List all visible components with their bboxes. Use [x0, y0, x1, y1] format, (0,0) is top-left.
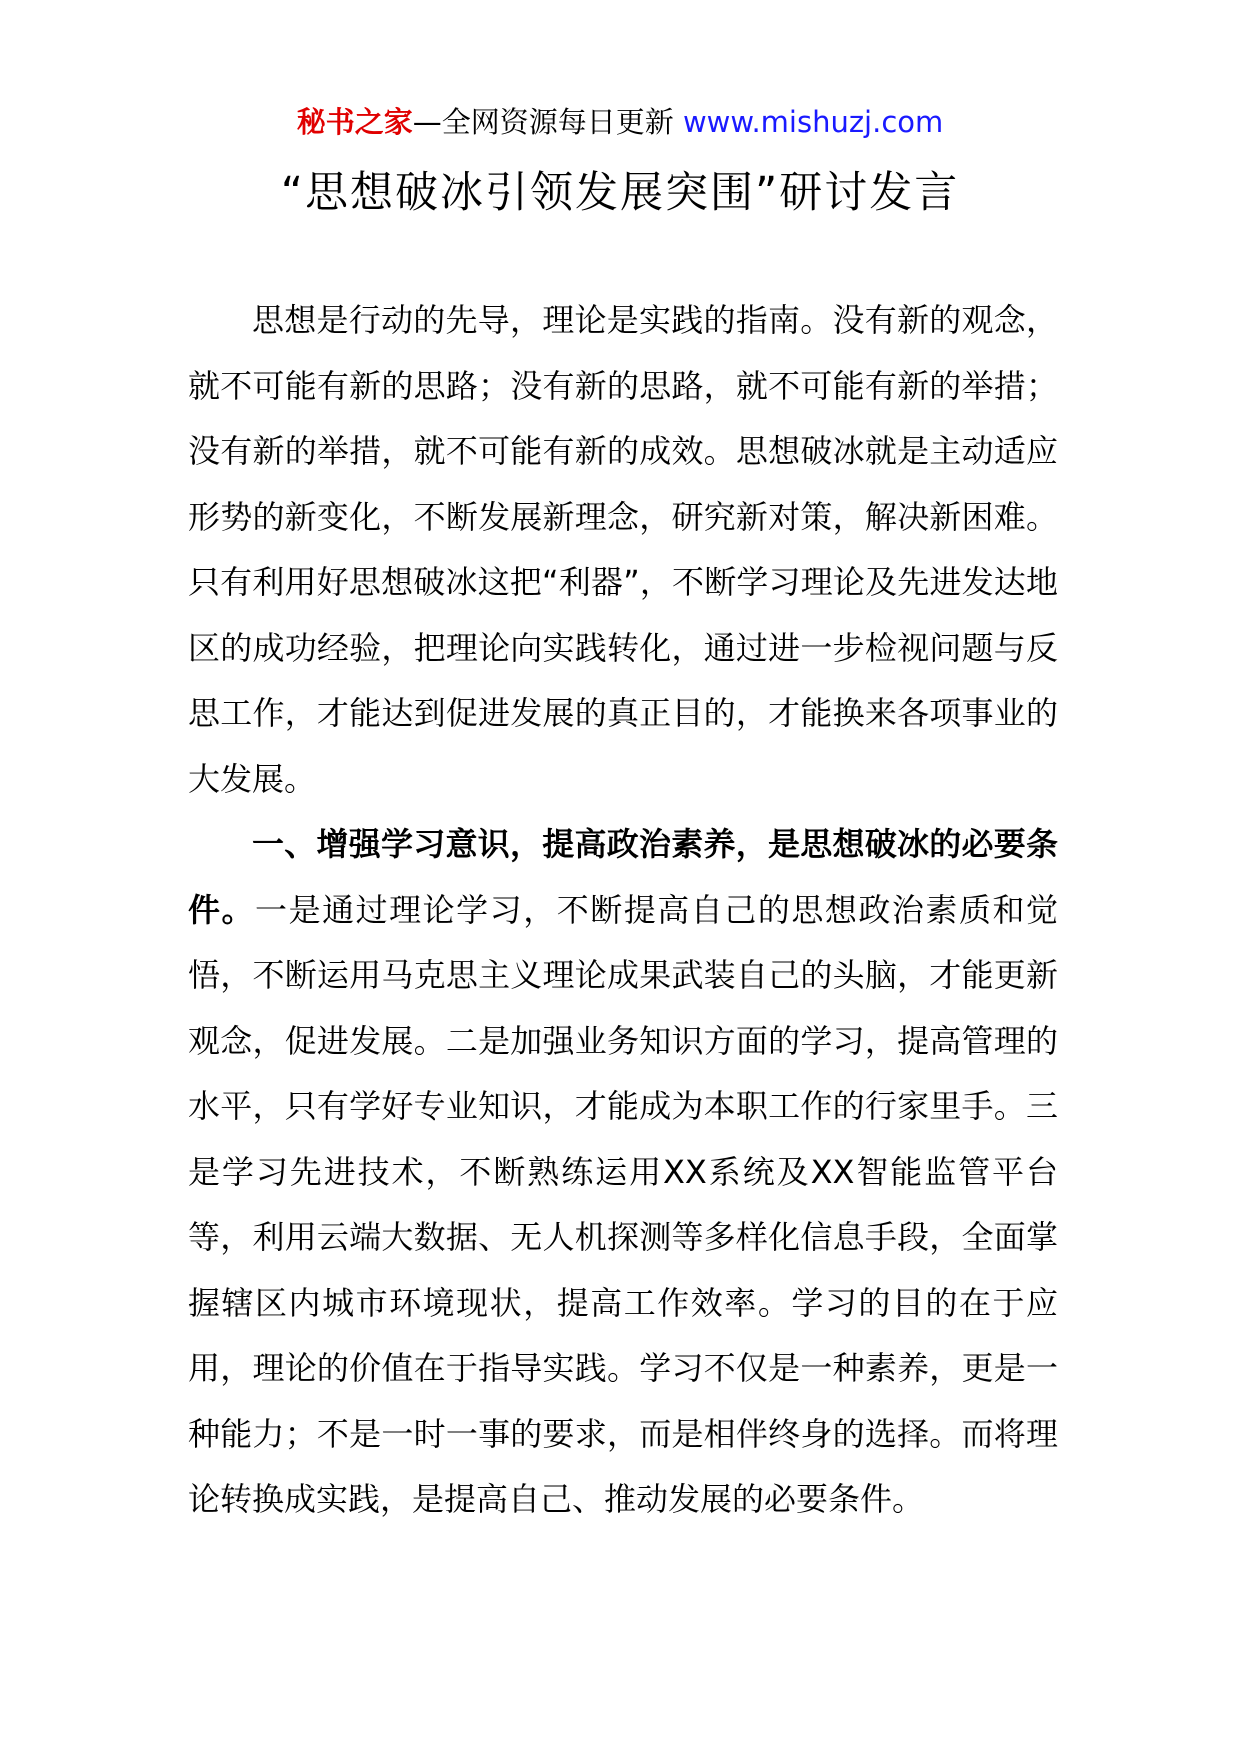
- document-body: [188, 288, 1058, 1533]
- document-title: “思想破冰引领发展突围”研讨发言: [280, 168, 960, 218]
- site-banner: [0, 100, 1240, 144]
- section-1-paragraph: [188, 812, 1058, 1533]
- site-brand: 秘书之家: [296, 105, 413, 139]
- site-tagline: —全网资源每日更新: [412, 105, 674, 139]
- site-url-link[interactable]: www.mishuzj.com: [682, 105, 944, 139]
- section-1-body: 一是通过理论学习，不断提高自己的思想政治素质和觉悟，不断运用马克思主义理论成果武装自己的头脑，才能更新观念，促进发展。二是加强业务知识方面的学习，提高管理的水平，只有学好专业知识，才能成为本职工作的行家里手。三是学习先进技术，不断熟练运用XX系统及XX智能监管平台等，利用云端大数据、无人机探测等多样化信息手段，全面掌握辖区内城市环境现状，提高工作效率。学习的目的在于应用，理论的价值在于指导实践。学习不仅是一种素养，更是一种能力；不是一时一事的要求，而是相伴终身的选择。而将理论转换成实践，是提高自己、推动发展的必要条件。: [188, 890, 1058, 1518]
- intro-paragraph: 思想是行动的先导，理论是实践的指南。没有新的观念，就不可能有新的思路；没有新的思路，就不可能有新的举措；没有新的举措，就不可能有新的成效。思想破冰就是主动适应形势的新变化，不断发展新理念，研究新对策，解决新困难。只有利用好思想破冰这把“利器”，不断学习理论及先进发达地区的成功经验，把理论向实践转化，通过进一步检视问题与反思工作，才能达到促进发展的真正目的，才能换来各项事业的大发展。: [188, 301, 1058, 798]
- section-1-heading: 一、增强学习意识，提高政治素养，是思想破冰的必要条件。: [188, 825, 1058, 929]
